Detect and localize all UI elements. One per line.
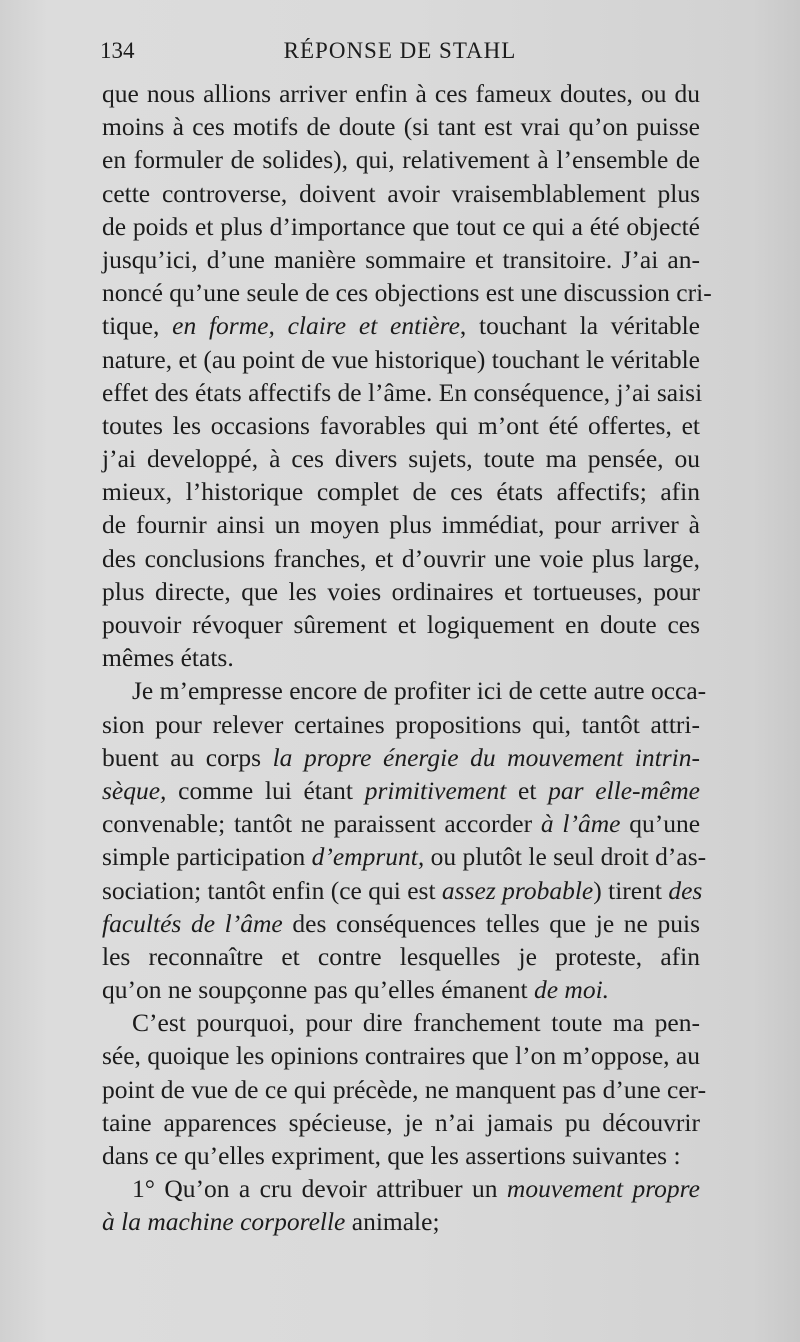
italic-span: assez probable bbox=[441, 875, 594, 905]
text-span: et bbox=[506, 775, 549, 805]
text-span: comme lui étant bbox=[166, 775, 365, 805]
text-span: C’est pourquoi, pour dire franchement toute ma pen- bbox=[132, 1008, 700, 1038]
text-span: taine apparences spécieuse, je n’ai jamais pu découvrir bbox=[102, 1107, 700, 1137]
text-span: simple participation bbox=[102, 842, 312, 872]
text-span: des conséquences telles que je ne puis bbox=[282, 908, 700, 938]
italic-span: mouvement propre bbox=[506, 1174, 700, 1204]
text-span: convenable; tantôt ne paraissent accorder bbox=[102, 809, 541, 839]
text-line bbox=[102, 973, 700, 1006]
paragraph bbox=[102, 674, 707, 1006]
text-line bbox=[102, 442, 700, 475]
text-span: plus directe, que les voies ordinaires et tortueuses, pour bbox=[102, 576, 700, 606]
text-line bbox=[102, 177, 700, 210]
text-line bbox=[102, 608, 700, 641]
text-line bbox=[102, 1139, 700, 1172]
text-span: animale; bbox=[345, 1207, 440, 1237]
text-line bbox=[102, 77, 700, 110]
text-span: des conclusions franches, et d’ouvrir une voie plus large, bbox=[102, 543, 700, 573]
text-span: sociation; tantôt enfin (ce qui est bbox=[102, 875, 442, 905]
text-line bbox=[102, 874, 703, 907]
text-span: tique, bbox=[102, 311, 173, 341]
text-line bbox=[102, 276, 712, 309]
paragraph bbox=[102, 1006, 707, 1172]
italic-span: facultés de l’âme bbox=[102, 908, 283, 938]
text-line bbox=[102, 542, 700, 575]
text-span: ou plutôt le seul droit d’as- bbox=[424, 842, 707, 872]
text-span: qu’on ne soupçonne pas qu’elles émanent bbox=[102, 975, 534, 1005]
text-line bbox=[102, 641, 700, 674]
text-line bbox=[102, 807, 700, 840]
text-span: effet des états affectifs de l’âme. En conséquence, j’ai saisi bbox=[102, 377, 703, 407]
text-span: ) tirent bbox=[593, 875, 669, 905]
text-line bbox=[102, 143, 700, 176]
text-line bbox=[102, 1172, 700, 1205]
running-title: RÉPONSE DE STAHL bbox=[283, 38, 517, 63]
text-line bbox=[102, 774, 700, 807]
text-line bbox=[102, 110, 700, 143]
text-line bbox=[102, 1039, 700, 1072]
text-span: noncé qu’une seule de ces objections est une discussion cri- bbox=[102, 278, 712, 308]
text-span: que nous allions arriver enfin à ces fameux doutes, ou du bbox=[102, 79, 700, 108]
text-line bbox=[102, 475, 700, 508]
text-line bbox=[102, 1205, 700, 1238]
italic-span: à la machine corporelle bbox=[102, 1207, 346, 1237]
italic-span: par elle-même bbox=[548, 775, 700, 805]
italic-span: des bbox=[668, 875, 703, 905]
running-header bbox=[100, 36, 700, 66]
page-number: 134 bbox=[100, 38, 135, 63]
italic-span: sèque, bbox=[102, 775, 167, 805]
text-span: point de vue de ce qui précède, ne manquent pas d’une cer- bbox=[102, 1074, 707, 1104]
text-span: toutes les occasions favorables qui m’ont été offertes, et bbox=[102, 410, 700, 440]
text-span: pouvoir révoquer sûrement et logiquement en doute ces bbox=[102, 610, 700, 639]
text-line bbox=[102, 210, 700, 243]
text-span: jusqu’ici, d’une manière sommaire et transitoire. J’ai an- bbox=[102, 244, 700, 274]
text-span: les reconnaître et contre lesquelles je proteste, afin bbox=[102, 941, 700, 971]
paragraph bbox=[102, 1172, 700, 1238]
text-span: nature, et (au point de vue historique) touchant le véritable bbox=[102, 344, 700, 374]
text-span: en formuler de solides), qui, relativement à l’ensemble de bbox=[102, 145, 700, 175]
text-line bbox=[102, 708, 700, 741]
text-span: j’ai developpé, à ces divers sujets, toute ma pensée, ou bbox=[102, 444, 700, 474]
text-span: Je m’empresse encore de profiter ici de cette autre occa- bbox=[132, 676, 707, 706]
text-line bbox=[102, 1106, 700, 1139]
text-line bbox=[102, 243, 700, 276]
italic-span: d’emprunt, bbox=[311, 842, 425, 872]
text-span: dans ce qu’elles expriment, que les assertions suivantes : bbox=[102, 1141, 681, 1170]
italic-span: primitivement bbox=[364, 775, 507, 805]
text-span: de fournir ainsi un moyen plus immédiat, pour arriver à bbox=[102, 510, 700, 540]
text-line bbox=[102, 1073, 707, 1106]
text-span: buent au corps bbox=[102, 742, 273, 772]
text-line bbox=[102, 376, 703, 409]
text-line bbox=[102, 409, 700, 442]
text-line bbox=[102, 575, 700, 608]
text-span: moins à ces motifs de doute (si tant est vrai qu’on puisse bbox=[102, 112, 700, 142]
text-line bbox=[102, 907, 700, 940]
italic-span: en forme, claire et entière bbox=[172, 311, 460, 341]
text-span: sion pour relever certaines propositions qui, tantôt attri- bbox=[102, 709, 700, 739]
text-line bbox=[102, 343, 700, 376]
italic-span: de moi. bbox=[533, 975, 610, 1005]
text-span: de poids et plus d’importance que tout ce qui a été objecté bbox=[102, 211, 700, 241]
text-line bbox=[102, 741, 700, 774]
italic-span: la propre énergie du mouvement intrin- bbox=[272, 742, 700, 772]
text-span: 1° Qu’on a cru devoir attribuer un bbox=[132, 1174, 507, 1204]
text-line bbox=[102, 309, 700, 342]
italic-span: à l’âme bbox=[540, 809, 621, 839]
paragraph bbox=[102, 77, 712, 674]
text-span: mêmes états. bbox=[102, 643, 234, 673]
text-span: sée, quoique les opinions contraires que l’on m’oppose, au bbox=[102, 1041, 700, 1071]
text-span: qu’une bbox=[620, 809, 701, 839]
text-line bbox=[102, 508, 700, 541]
text-line bbox=[102, 1006, 700, 1039]
text-span: mieux, l’historique complet de ces états affectifs; afin bbox=[102, 477, 700, 507]
text-line bbox=[102, 940, 700, 973]
text-span: cette controverse, doivent avoir vraisemblablement plus bbox=[102, 178, 700, 208]
text-line bbox=[102, 840, 707, 873]
text-line bbox=[102, 674, 707, 707]
body-text bbox=[102, 77, 712, 1239]
text-span: , touchant la véritable bbox=[459, 311, 700, 341]
